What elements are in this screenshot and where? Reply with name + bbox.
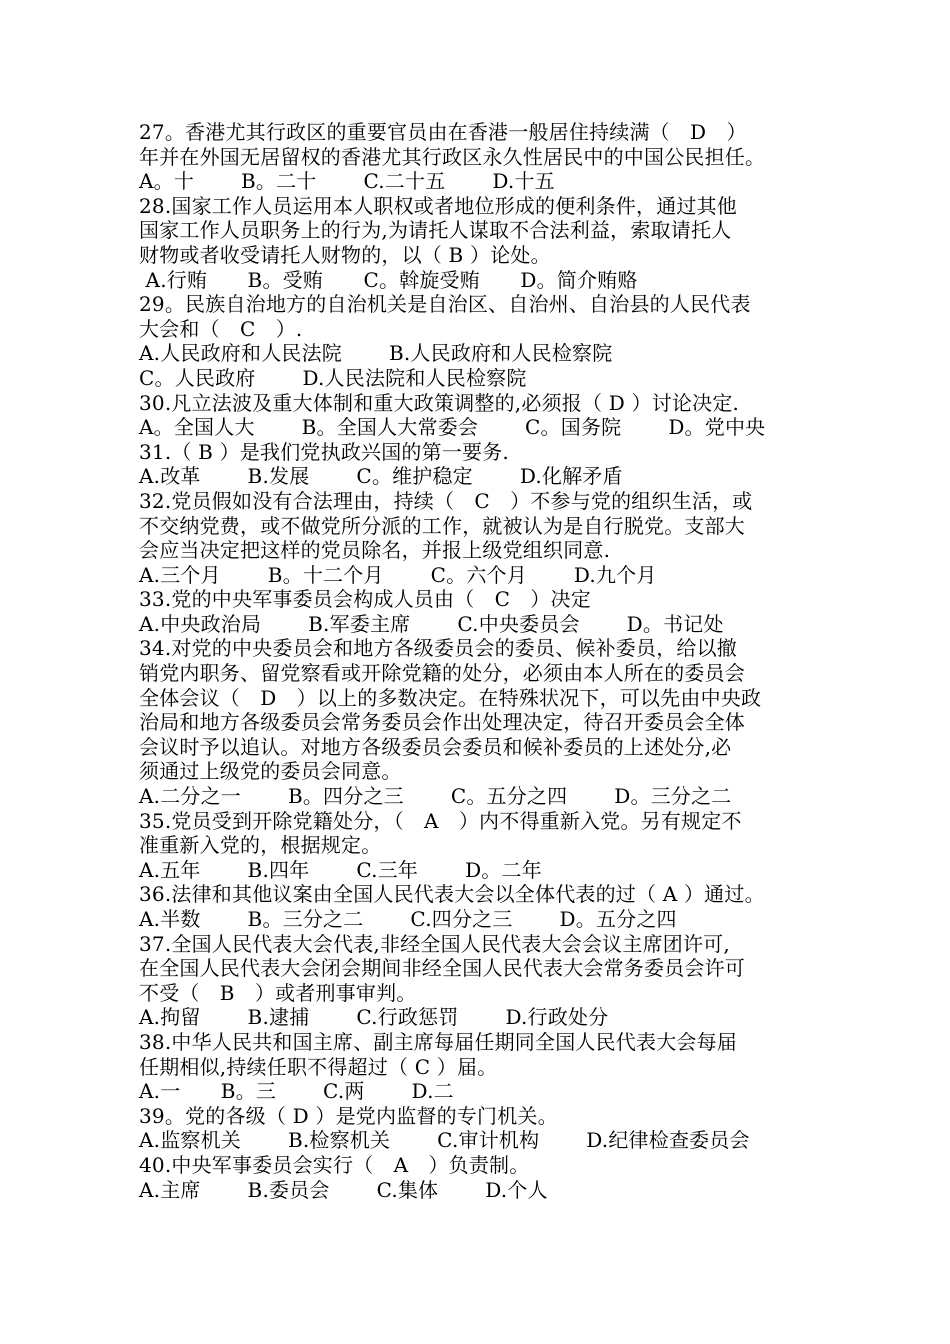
text-line: A.监察机关 B.检察机关 C.审计机构 D.纪律检查委员会 — [139, 1128, 750, 1153]
text-line: 36.法律和其他议案由全国人民代表大会以全体代表的过（ A ）通过。 — [139, 882, 765, 907]
text-line: A.改革 B.发展 C。维护稳定 D.化解矛盾 — [139, 464, 623, 489]
text-line: 销党内职务、留党察看或开除党籍的处分，必须由本人所在的委员会 — [139, 661, 745, 686]
text-line: 27。香港尤其行政区的重要官员由在香港一般居住持续满（ D ） — [139, 120, 747, 144]
text-line: 30.凡立法波及重大体制和重大政策调整的,必须报（ D ）讨论决定. — [139, 390, 740, 415]
text-line: A.中央政治局 B.军委主席 C.中央委员会 D。书记处 — [139, 611, 724, 636]
text-line: 会应当决定把这样的党员除名，并报上级党组织同意. — [139, 538, 611, 563]
text-line: 准重新入党的，根据规定。 — [139, 833, 382, 858]
text-line: 35.党员受到开除党籍处分，（ A ）内不得重新入党。另有规定不 — [139, 808, 742, 833]
text-line: 治局和地方各级委员会常务委员会作出处理决定，待召开委员会全体 — [139, 710, 745, 735]
text-line: 财物或者收受请托人财物的，以（ B ）论处。 — [139, 242, 551, 267]
text-line: A.主席 B.委员会 C.集体 D.个人 — [139, 1177, 548, 1202]
text-line: A.人民政府和人民法院 B.人民政府和人民检察院 — [139, 341, 613, 366]
text-line: A。十 B。二十 C.二十五 D.十五 — [139, 169, 555, 194]
text-line: 39。党的各级（ D ）是党内监督的专门机关。 — [139, 1103, 558, 1128]
text-line: 28.国家工作人员运用本人职权或者地位形成的便利条件，通过其他 — [139, 193, 738, 218]
text-line: A.三个月 B。十二个月 C。六个月 D.九个月 — [139, 562, 657, 587]
text-line: A.一 B。三 C.两 D.二 — [139, 1079, 454, 1104]
text-line: 34.对党的中央委员会和地方各级委员会的委员、候补委员，给以撤 — [139, 636, 738, 661]
text-line: A。全国人大 B。全国人大常委会 C。国务院 D。党中央 — [139, 415, 766, 440]
text-line: A.行贿 B。受贿 C。斡旋受贿 D。简介贿赂 — [139, 267, 638, 292]
text-line: 须通过上级党的委员会同意。 — [139, 759, 402, 784]
text-line: 37.全国人民代表大会代表,非经全国人民代表大会会议主席团许可, — [139, 931, 730, 956]
text-line: 不交纳党费，或不做党所分派的工作，就被认为是自行脱党。支部大 — [139, 513, 745, 538]
text-line: A.半数 B。三分之二 C.四分之三 D。五分之四 — [139, 907, 677, 931]
text-line: 38.中华人民共和国主席、副主席每届任期同全国人民代表大会每届 — [139, 1029, 738, 1054]
text-line: 会议时予以追认。对地方各级委员会委员和候补委员的上述处分,必 — [139, 734, 732, 759]
text-line: 大会和（ C ）. — [139, 316, 303, 341]
text-line: 31.（ B ）是我们党执政兴国的第一要务. — [139, 439, 509, 464]
text-line: 任期相似,持续任职不得超过（ C ）届。 — [139, 1054, 498, 1079]
text-line: 国家工作人员职务上的行为,为请托人谋取不合法利益，索取请托人 — [139, 218, 732, 243]
question-list — [139, 120, 839, 1202]
text-line: 29。民族自治地方的自治机关是自治区、自治州、自治县的人民代表 — [139, 292, 751, 317]
text-line: 40.中央军事委员会实行（ A ）负责制。 — [139, 1152, 530, 1177]
text-line: A.五年 B.四年 C.三年 D。二年 — [139, 857, 542, 882]
text-line: A.拘留 B.逮捕 C.行政惩罚 D.行政处分 — [139, 1005, 609, 1030]
text-line: C。人民政府 D.人民法院和人民检察院 — [139, 365, 527, 390]
text-line: A.二分之一 B。四分之三 C。五分之四 D。三分之二 — [139, 784, 732, 809]
text-line: 不受（ B ）或者刑事审判。 — [139, 980, 417, 1005]
text-line: 全体会议（ D ）以上的多数决定。在特殊状况下，可以先由中央政 — [139, 685, 762, 710]
text-line: 32.党员假如没有合法理由，持续（ C ）不参与党的组织生活，或 — [139, 488, 753, 513]
text-line: 年并在外国无居留权的香港尤其行政区永久性居民中的中国公民担任。 — [139, 144, 766, 169]
text-line: 33.党的中央军事委员会构成人员由（ C ）决定 — [139, 587, 591, 612]
text-line: 在全国人民代表大会闭会期间非经全国人民代表大会常务委员会许可 — [139, 956, 745, 981]
